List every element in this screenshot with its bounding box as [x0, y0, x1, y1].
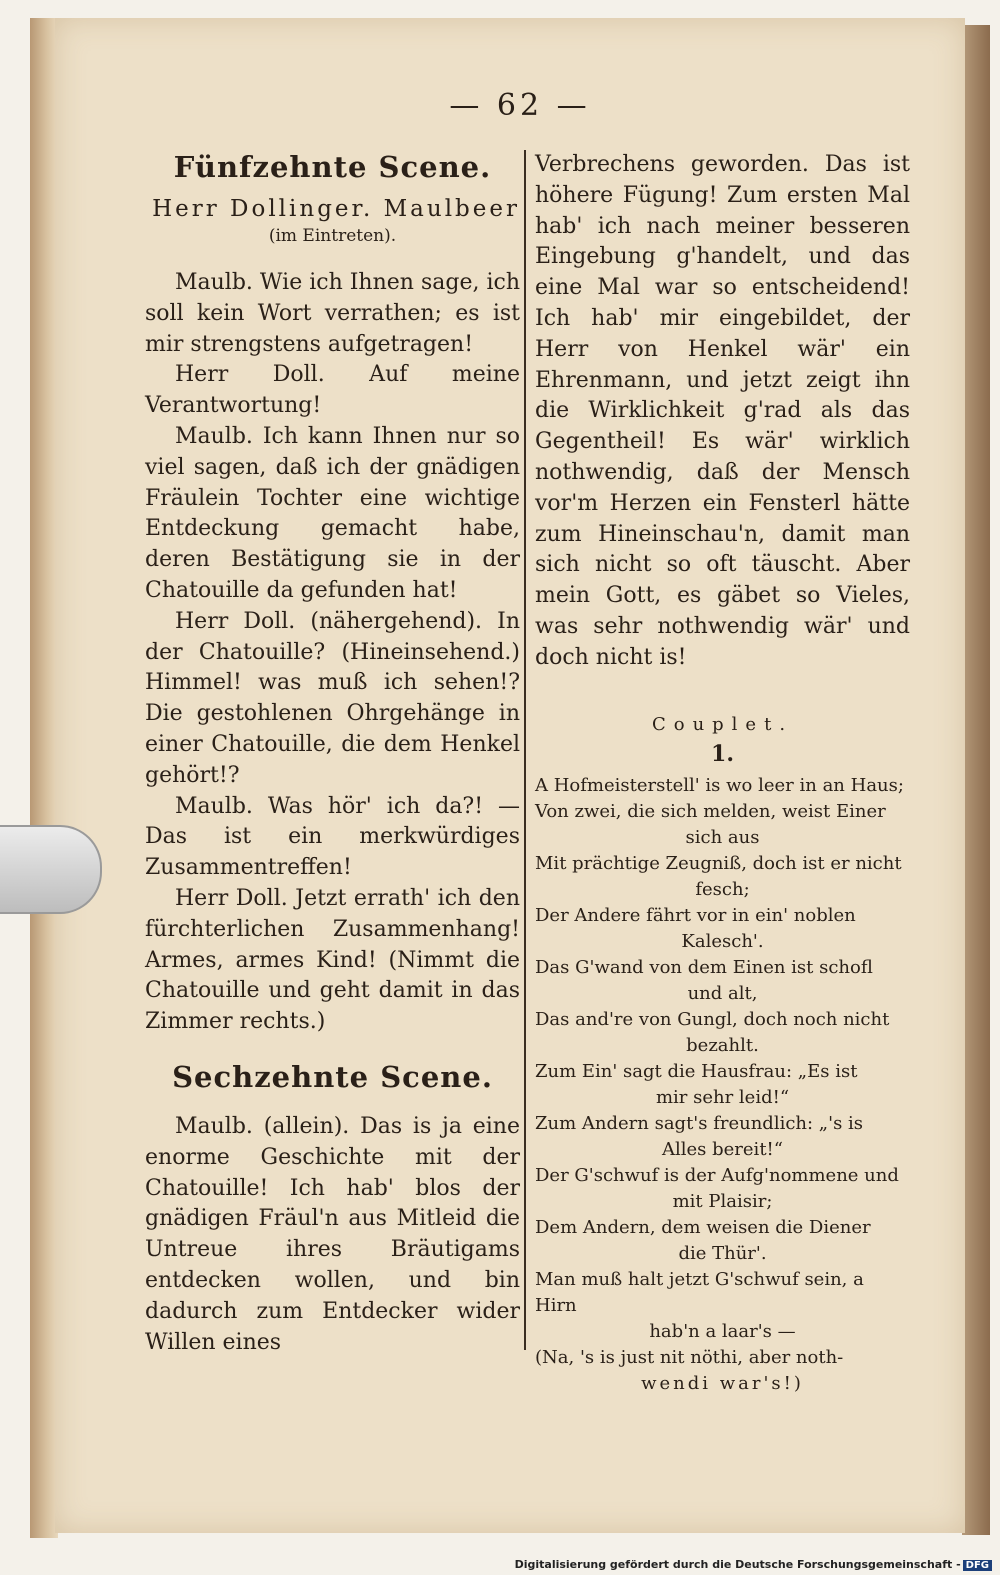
page-number: — 62 — — [449, 88, 591, 123]
scene-title-15: Fünfzehnte Scene. — [173, 150, 492, 184]
verse-line: Der Andere fährt vor in ein' noblen — [535, 904, 856, 926]
dialogue-paragraph: Maulb. Wie ich Ihnen sage, ich soll kein Wort verrathen; es ist mir strengstens aufgetragen! — [145, 270, 520, 357]
left-column — [145, 150, 520, 1358]
verse-line: Zum Andern sagt's freundlich: „'s is — [535, 1112, 864, 1134]
verse-line-continuation: Kalesch'. — [681, 930, 764, 952]
verse-line: Von zwei, die sich melden, weist Einer — [535, 800, 886, 822]
verse-line-continuation: sich aus — [685, 826, 760, 848]
dfg-logo: DFG — [963, 1560, 992, 1571]
digitization-credit — [515, 1558, 992, 1571]
page-clip — [0, 825, 102, 914]
verse-line: Das and're von Gungl, doch noch nicht — [535, 1008, 890, 1030]
verse-line: A Hofmeisterstell' is wo leer in an Haus; — [535, 774, 904, 796]
dialogue-paragraph: Maulb. (allein). Das is ja eine enorme Geschichte mit der Chatouille! Ich hab' blos der gnädigen Fräul'n aus Mitleid die Untreue ihres Bräutigams entdecken wollen, und bin dadurch zum Entdecker wider Willen eines — [145, 1113, 520, 1355]
verse-line-continuation: fesch; — [695, 878, 750, 900]
dialogue-paragraph: Herr Doll. Auf meine Verantwortung! — [145, 362, 520, 419]
dialogue-paragraph: Herr Doll. Jetzt errath' ich den fürchterlichen Zusammenhang! Armes, armes Kind! (Nimmt die Chatouille und geht damit in das Zimmer rechts.) — [145, 885, 520, 1035]
verse-line: Dem Andern, dem weisen die Diener — [535, 1216, 871, 1238]
couplet-verses — [535, 773, 910, 1397]
verse-line-continuation: mir sehr leid!“ — [655, 1086, 790, 1108]
column-divider — [524, 150, 526, 1350]
verse-line: Der G'schwuf is der Aufg'nommene und — [535, 1164, 899, 1186]
dialogue-paragraph: Verbrechens geworden. Das ist höhere Fügung! Zum ersten Mal hab' ich nach meiner besseren Eingebung g'handelt, und das eine Mal war so entscheidend! Ich hab' mir eingebildet, der Herr von Henkel wär' ein Ehrenmann, und jetzt zeigt ihn die Wirklichkeit g'rad als das Gegentheil! Es wär' wirklich nothwendig, daß der Mensch vor'm Herzen ein Fensterl hätte zum Hineinschau'n, damit man sich nicht so oft täuscht. Aber mein Gott, es gäbet so Vieles, was sehr nothwendig wär' und doch nicht is! — [535, 152, 910, 670]
verse-line-continuation: mit Plaisir; — [672, 1190, 773, 1212]
dialogue-paragraph: Maulb. Ich kann Ihnen nur so viel sagen, daß ich der gnädigen Fräulein Tochter eine wichtige Entdeckung gemacht habe, deren Bestätigung sie in der Chatouille da gefunden hat! — [145, 423, 520, 603]
book-page-edges-left — [30, 18, 58, 1538]
couplet-title: Couplet. — [651, 713, 794, 735]
verse-line-continuation: und alt, — [687, 982, 758, 1004]
dialogue-paragraph: Herr Doll. (nähergehend). In der Chatouille? (Hineinsehend.) Himmel! was muß ich sehen!? Die gestohlenen Ohrgehänge in einer Chatouille, die dem Henkel gehört!? — [145, 608, 520, 788]
verse-line-continuation: Alles bereit!“ — [662, 1138, 783, 1160]
book-page-edges-right — [962, 25, 990, 1535]
right-column — [535, 150, 910, 1397]
couplet-number: 1. — [711, 740, 734, 767]
verse-line: Mit prächtige Zeugniß, doch ist er nicht — [535, 852, 902, 874]
scene-characters: Herr Dollinger. Maulbeer — [152, 196, 520, 222]
verse-line: (Na, 's is just nit nöthi, aber noth- — [535, 1346, 844, 1368]
verse-line-continuation: die Thür'. — [678, 1242, 767, 1264]
verse-line-continuation: bezahlt. — [686, 1034, 759, 1056]
verse-line-continuation: hab'n a laar's — — [649, 1320, 796, 1342]
verse-line: Zum Ein' sagt die Hausfrau: „Es ist — [535, 1060, 858, 1082]
scene-characters-note: (im Eintreten). — [268, 226, 397, 246]
dialogue-paragraph: Maulb. Was hör' ich da?! — Das ist ein merkwürdiges Zusammentreffen! — [145, 793, 520, 881]
scene-title-16: Sechzehnte Scene. — [172, 1059, 493, 1094]
verse-line: Das G'wand von dem Einen ist schofl — [535, 956, 873, 978]
verse-line-continuation: wendi war's!) — [641, 1372, 804, 1394]
verse-line: Man muß halt jetzt G'schwuf sein, a Hirn — [535, 1268, 864, 1316]
credit-text: Digitalisierung gefördert durch die Deutsche Forschungsgemeinschaft - — [514, 1558, 961, 1571]
